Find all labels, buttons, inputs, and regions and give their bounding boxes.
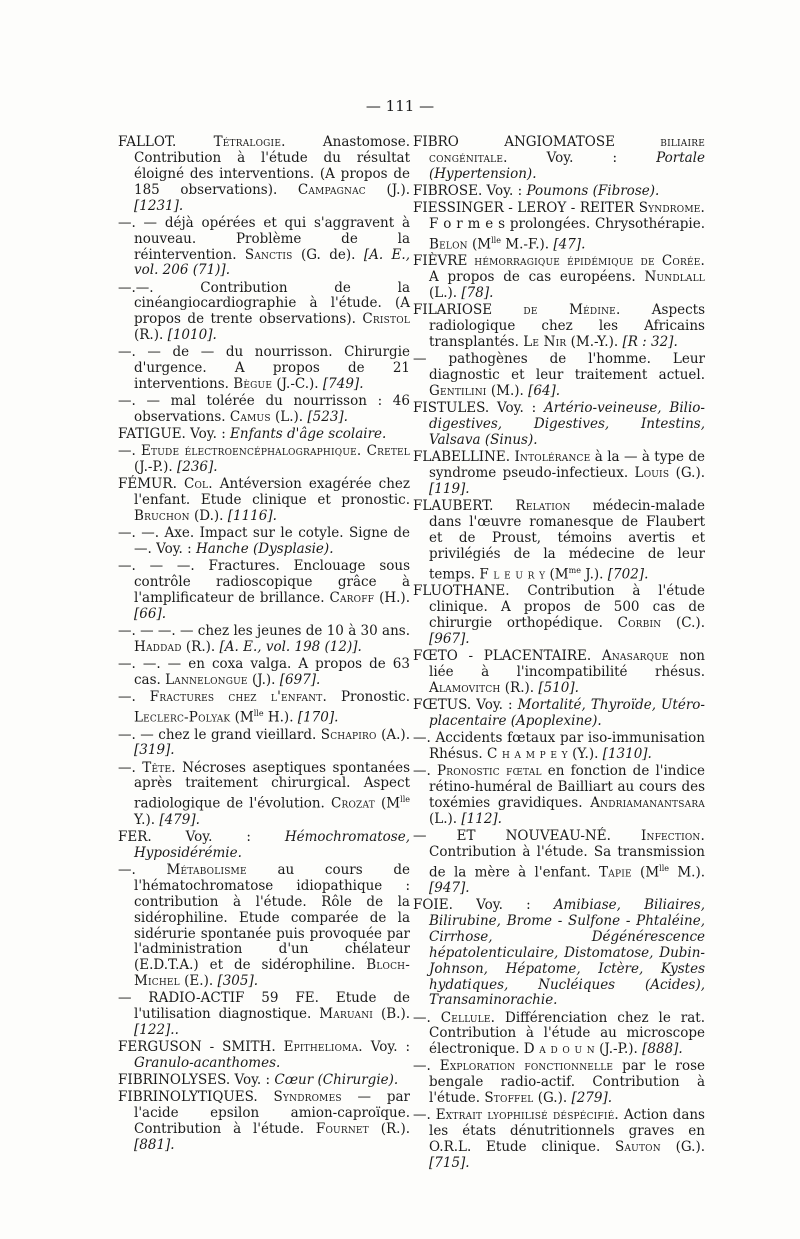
superscript-text: me xyxy=(568,565,581,575)
entry-text: (J.-P.). xyxy=(594,1041,643,1058)
index-entry xyxy=(118,830,410,862)
smallcaps-text: Extrait lyophilisé déspécifié. xyxy=(435,1107,619,1124)
entry-text: (M xyxy=(230,709,254,726)
smallcaps-text: Corbin xyxy=(617,614,662,631)
entry-text: —. — —. Fractures. Enclouage sous contrôle radioscopique grâce à l'amplificateur de brillance. xyxy=(118,558,410,607)
smallcaps-text: Syndrome. xyxy=(638,200,705,216)
index-entry xyxy=(413,1059,705,1107)
entry-text: FIESSINGER - LEROY - REITER xyxy=(413,200,639,216)
entry-text: —. —. — en coxa valga. A propos de 63 cas. xyxy=(118,656,410,688)
entry-text: —. xyxy=(413,762,437,779)
entry-text: au cours de l'hématochromatose idiopathique : contribution à l'étude. Rôle de la sidérophiline. Etude comparée de la sidérurie spontanée puis provoquée par l'administration d'un chélateur (E.D.T.A.) et de sidérophiline. xyxy=(134,861,410,974)
index-entry xyxy=(413,401,705,449)
entry-text: FOIE. Voy. : xyxy=(413,897,554,913)
entry-text: FER. Voy. : xyxy=(118,828,285,845)
entry-text: (L.). xyxy=(429,285,462,302)
italic-text: [1010]. xyxy=(167,327,217,344)
smallcaps-text: Maruani xyxy=(319,1006,374,1023)
entry-text: —. — —. — chez les jeunes de 10 à 30 ans. xyxy=(118,623,410,640)
entry-text: (L.). xyxy=(429,810,462,827)
smallcaps-text: Pronostic fœtal xyxy=(436,762,542,779)
entry-text: —. xyxy=(118,861,167,878)
entry-text: FLABELLINE. xyxy=(413,449,515,466)
smallcaps-text: Etude électroencéphalographique. xyxy=(140,443,362,460)
italic-text: [1310]. xyxy=(602,745,652,762)
entry-text: (J.). xyxy=(365,181,411,198)
index-entry xyxy=(413,649,705,697)
entry-text: FALLOT. xyxy=(118,134,214,150)
smallcaps-text: Louis xyxy=(634,464,670,481)
entry-text: (J.-P.). xyxy=(134,459,177,476)
superscript-text: lle xyxy=(253,708,264,718)
smallcaps-text: Belon xyxy=(429,236,468,253)
italic-text: [715]. xyxy=(429,1155,470,1172)
smallcaps-text: Relation xyxy=(515,497,571,514)
entry-text: — ET NOUVEAU-NÉ. xyxy=(413,827,641,844)
index-entry xyxy=(118,1090,410,1154)
entry-text: —. — chez le grand vieillard. xyxy=(118,726,321,743)
italic-text: [510]. xyxy=(538,679,579,696)
italic-text: Mortalité, Thyroïde, Utéro-placentaire (Apoplexine). xyxy=(429,696,705,729)
entry-text: FIBRINOLYTIQUES. xyxy=(118,1089,274,1106)
index-entry xyxy=(413,499,705,583)
smallcaps-text: Fournet xyxy=(315,1121,369,1138)
superscript-text: lle xyxy=(491,235,501,245)
index-entry xyxy=(118,281,410,345)
entry-text: (L.). xyxy=(270,409,308,426)
entry-text: (G.). xyxy=(669,464,705,481)
entry-text: (C.). xyxy=(661,614,705,631)
entry-text: —. Accidents fœtaux par iso-immunisation Rhésus. xyxy=(413,729,705,762)
index-entry xyxy=(413,254,705,302)
smallcaps-text: Campagnac xyxy=(297,181,366,198)
smallcaps-text: F l e u r y xyxy=(479,566,546,583)
index-entry xyxy=(118,991,410,1039)
smallcaps-text: biliaire congénitale. xyxy=(429,134,705,166)
index-entry xyxy=(118,728,410,760)
entry-text: FIÈVRE xyxy=(413,253,475,270)
italic-text: [78]. xyxy=(461,285,494,302)
smallcaps-text: Crozat xyxy=(330,795,375,812)
entry-text: — RADIO-ACTIF 59 FE. Etude de l'utilisation diagnostique. xyxy=(118,990,410,1023)
entry-text: Aspects radiologique chez les Africains transplantés. xyxy=(429,302,706,351)
entry-text: FIBRINOLYSES. Voy. : xyxy=(118,1072,275,1089)
index-entry xyxy=(118,477,410,525)
index-entry xyxy=(118,526,410,558)
smallcaps-text: Fractures chez l'enfant. xyxy=(149,689,327,706)
index-entry xyxy=(413,352,705,400)
index-entry xyxy=(413,584,705,648)
smallcaps-text: hémorragique épidémique de Corée. xyxy=(474,253,705,270)
index-entry xyxy=(413,184,705,200)
entry-text: Action dans les états dénutritionnels graves en O.R.L. Etude clinique. xyxy=(429,1107,705,1156)
smallcaps-text: C h a m p e y xyxy=(486,745,568,762)
index-entry xyxy=(413,450,705,498)
superscript-text: lle xyxy=(400,795,410,805)
italic-text: [1116]. xyxy=(227,508,277,525)
italic-text: [702]. xyxy=(607,566,649,583)
entry-text: FŒTUS. Voy. : xyxy=(413,696,518,713)
entry-text: FERGUSON - SMITH. xyxy=(118,1039,284,1056)
entry-text: (M xyxy=(631,864,660,880)
entry-text: FILARIOSE xyxy=(413,302,524,319)
smallcaps-text: Nundlall xyxy=(644,269,705,286)
entry-text: Antéversion exagérée chez l'enfant. Etude clinique et pronostic. xyxy=(134,476,410,509)
smallcaps-text: Cretel xyxy=(366,443,410,460)
smallcaps-text: Tête. xyxy=(142,759,176,776)
index-entry xyxy=(118,427,410,443)
smallcaps-text: Lannelongue xyxy=(165,671,248,688)
smallcaps-text: Le Nir xyxy=(523,334,567,351)
index-entry xyxy=(118,559,410,623)
smallcaps-text: Bruchon xyxy=(134,508,190,525)
entry-text: — pathogènes de l'homme. Leur diagnostic et leur traitement actuel. xyxy=(413,351,705,384)
italic-text: [479]. xyxy=(159,811,200,828)
entry-text: (G.). xyxy=(660,1139,705,1156)
smallcaps-text: Sauton xyxy=(615,1139,661,1156)
entry-text: M.). xyxy=(669,864,706,880)
entry-text: Contribution à l'étude. Sa transmission de la mère à l'enfant. xyxy=(429,843,705,880)
entry-text: (B.). xyxy=(373,1006,410,1023)
smallcaps-text: Anasarque xyxy=(601,647,669,664)
italic-text: [319]. xyxy=(134,742,175,759)
entry-text: Pronostic. xyxy=(327,689,410,706)
index-entry xyxy=(413,1011,705,1059)
italic-text: Cœur (Chirurgie). xyxy=(274,1072,399,1089)
entry-text: —. xyxy=(413,1107,436,1124)
smallcaps-text: Sanctis xyxy=(244,246,293,263)
entry-text: Voy. : xyxy=(362,1039,410,1056)
italic-text: [47]. xyxy=(553,236,586,253)
entry-text: FŒTO - PLACENTAIRE. xyxy=(413,647,602,664)
entry-text: Y.). xyxy=(134,811,160,828)
smallcaps-text: Cristol xyxy=(362,311,410,328)
italic-text: [888]. xyxy=(642,1041,683,1058)
entry-text: (M xyxy=(545,566,569,583)
entry-text: (J.). xyxy=(247,671,280,688)
italic-text: [119]. xyxy=(429,480,470,497)
italic-text: [305]. xyxy=(217,973,259,990)
index-entry xyxy=(413,898,705,1009)
entry-text: —. — mal tolérée du nourrisson : 46 observations. xyxy=(118,393,410,426)
entry-text: (G. de). xyxy=(292,246,364,263)
smallcaps-text: Schapiro xyxy=(320,726,377,743)
entry-text: —.—. Contribution de la cinéangiocardiographie à l'étude. (A propos de trente observations). xyxy=(118,279,410,328)
smallcaps-text: Syndromes xyxy=(273,1089,342,1106)
entry-text: (J.-C.). xyxy=(272,376,323,393)
smallcaps-text: Epithelioma. xyxy=(283,1039,363,1056)
italic-text: [749]. xyxy=(322,376,364,393)
smallcaps-text: Métabolisme xyxy=(166,861,247,878)
entry-text: J.). xyxy=(580,566,608,583)
entry-text: à la — à type de syndrome pseudo-infectieux. xyxy=(429,449,705,481)
entry-text: (E.). xyxy=(179,973,218,990)
entry-text: (A.). xyxy=(376,726,410,743)
entry-text: FISTULES. Voy. : xyxy=(413,400,544,417)
entry-text: —. xyxy=(413,1009,441,1026)
entry-text: Voy. : xyxy=(507,149,657,166)
index-entry xyxy=(118,624,410,656)
italic-text: [A. E., vol. 198 (12)]. xyxy=(219,638,362,655)
italic-text: [R : 32]. xyxy=(622,334,678,351)
entry-text: —. xyxy=(118,689,150,706)
entry-text: (R.). xyxy=(500,679,539,696)
index-entry xyxy=(413,764,705,828)
italic-text: Hémochromatose, Hyposidérémie. xyxy=(134,828,410,861)
italic-text: Artério-veineuse, Bilio-digestives, Digestives, Intestins, Valsava (Sinus). xyxy=(429,400,705,448)
index-entry xyxy=(413,698,705,730)
entry-text: (R.). xyxy=(181,638,220,655)
entry-text: FLAUBERT. xyxy=(413,497,516,514)
smallcaps-text: Bloch-Michel xyxy=(134,957,410,990)
entry-text: — par l'acide epsilon amion-caproïque. Contribution à l'étude. xyxy=(134,1089,410,1138)
smallcaps-text: Gentilini xyxy=(429,383,487,400)
italic-text: [122].. xyxy=(134,1022,179,1039)
smallcaps-text: Intolérance xyxy=(514,449,591,466)
italic-text: [947]. xyxy=(429,879,470,896)
smallcaps-text: Col. xyxy=(183,476,213,493)
entry-text: —. xyxy=(118,443,141,460)
italic-text: [523]. xyxy=(307,409,348,426)
entry-text: (M.-Y.). xyxy=(566,334,623,351)
index-entry xyxy=(118,135,410,215)
index-entry xyxy=(413,731,705,763)
entry-text: —. —. Axe. Impact sur le cotyle. Signe de —. Voy. : xyxy=(118,525,410,558)
smallcaps-text: Exploration fonctionnelle xyxy=(439,1058,614,1075)
italic-text: [1231]. xyxy=(134,197,184,214)
entry-text: Différenciation chez le rat. Contribution à l'étude au microscope électronique. xyxy=(429,1009,705,1058)
smallcaps-text: Infection. xyxy=(640,827,705,844)
entry-text: Anastomose. Contribution à l'étude du résultat éloigné des interventions. (A propos de 185 observations). xyxy=(134,134,410,198)
italic-text: [881]. xyxy=(134,1137,175,1154)
index-entry xyxy=(118,216,410,280)
entry-text: (H.). xyxy=(374,590,410,607)
entry-text: M.-F.). xyxy=(500,236,554,253)
index-entry xyxy=(118,1040,410,1072)
italic-text: Amibiase, Biliaires, Bilirubine, Brome - Sulfone - Phtaléine, Cirrhose, Dégénérescence hépatolenticulaire, Distomatose, Dubin-Johnson, Hépatome, Ictère, Kystes hydatiques, Nucléiques (Acides), Transaminorachie. xyxy=(429,897,705,1009)
index-entry xyxy=(118,690,410,726)
index-entry xyxy=(118,394,410,426)
index-entry xyxy=(413,303,705,351)
smallcaps-text: Tétralogie. xyxy=(213,134,286,150)
entry-text: F o r m e s prolongées. Chrysothérapie. xyxy=(429,215,705,232)
entry-text: FLUOTHANE. Contribution à l'étude clinique. A propos de 500 cas de chirurgie orthopédique. xyxy=(413,583,705,631)
smallcaps-text: Leclerc-Polyak xyxy=(134,709,231,726)
smallcaps-text: Andriamanantsara xyxy=(590,794,705,811)
entry-text: par le rose bengale radio-actif. Contribution à l'étude. xyxy=(429,1058,706,1107)
smallcaps-text: Tapie xyxy=(599,864,632,880)
smallcaps-text: Cellule. xyxy=(440,1009,496,1026)
italic-text: [967]. xyxy=(429,630,470,647)
entry-text: (M.). xyxy=(486,383,529,400)
italic-text: [236]. xyxy=(176,459,218,476)
entry-text: Nécroses aseptiques spontanées après traitement chirurgical. Aspect radiologique de l'évolution. xyxy=(134,759,410,812)
italic-text: Granulo-acanthomes. xyxy=(134,1055,281,1072)
entry-text: FIBROSE. Voy. : xyxy=(413,182,527,199)
smallcaps-text: Caroff xyxy=(329,590,375,607)
italic-text: [697]. xyxy=(279,671,321,688)
entry-text: FÉMUR. xyxy=(118,476,184,493)
index-entry xyxy=(413,201,705,253)
entry-text: (R.). xyxy=(368,1121,411,1138)
left-column xyxy=(118,135,410,1155)
smallcaps-text: Camus xyxy=(229,409,271,426)
smallcaps-text: de Médine. xyxy=(523,302,621,319)
italic-text: [279]. xyxy=(571,1090,613,1107)
index-entry xyxy=(413,829,705,897)
entry-text: non liée à l'incompatibilité rhésus. xyxy=(429,647,705,680)
italic-text: [170]. xyxy=(297,709,339,726)
index-entry xyxy=(118,1073,410,1089)
italic-text: [112]. xyxy=(461,810,502,827)
entry-text: FIBRO ANGIOMATOSE xyxy=(413,134,661,150)
italic-text: Hanche (Dysplasie). xyxy=(195,541,334,558)
italic-text: [A. E., vol. 206 (71)]. xyxy=(134,246,410,279)
index-entry xyxy=(413,1108,705,1172)
italic-text: Enfants d'âge scolaire. xyxy=(230,426,387,443)
smallcaps-text: Stoffel xyxy=(484,1090,534,1107)
index-entry xyxy=(118,444,410,476)
italic-text: [66]. xyxy=(134,605,167,622)
index-entry xyxy=(118,345,410,393)
italic-text: Poumons (Fibrose). xyxy=(526,182,660,199)
right-column xyxy=(413,135,705,1173)
superscript-text: lle xyxy=(659,863,670,873)
entry-text: (M xyxy=(374,795,401,812)
smallcaps-text: D a d o u n xyxy=(523,1041,595,1058)
entry-text: A propos de cas européens. xyxy=(429,269,645,286)
entry-text: (M xyxy=(467,236,492,253)
entry-text: (D.). xyxy=(189,508,228,525)
entry-text: —. xyxy=(118,759,143,776)
entry-text: —. — de — du nourrisson. Chirurgie d'urgence. A propos de 21 interventions. xyxy=(118,344,410,393)
entry-text: FATIGUE. Voy. : xyxy=(118,426,231,443)
entry-text: (R.). xyxy=(134,327,168,344)
entry-text: —. xyxy=(413,1058,440,1075)
entry-text: (G.). xyxy=(533,1090,572,1107)
entry-text: H.). xyxy=(263,709,298,726)
entry-text: médecin-malade dans l'œuvre romanesque de Flaubert et de Proust, témoins avertis et privilégiés de la médecine de leur temps. xyxy=(429,497,705,583)
entry-text: (Y.). xyxy=(567,745,603,762)
italic-text: [64]. xyxy=(528,383,561,400)
smallcaps-text: Bègue xyxy=(233,376,273,393)
smallcaps-text: Haddad xyxy=(134,638,182,655)
italic-text: Portale (Hypertension). xyxy=(429,149,705,182)
entry-text: en fonction de l'indice rétino-huméral de Bailliart au cours des toxémies gravidiques. xyxy=(429,762,705,811)
index-entry xyxy=(118,657,410,689)
entry-text: —. — déjà opérées et qui s'aggravent à nouveau. Problème de la réintervention. xyxy=(118,214,410,263)
index-entry xyxy=(413,135,705,183)
index-entry xyxy=(118,761,410,829)
page-number: — 111 — xyxy=(365,97,435,115)
smallcaps-text: Alamovitch xyxy=(429,679,501,696)
index-entry xyxy=(118,863,410,990)
